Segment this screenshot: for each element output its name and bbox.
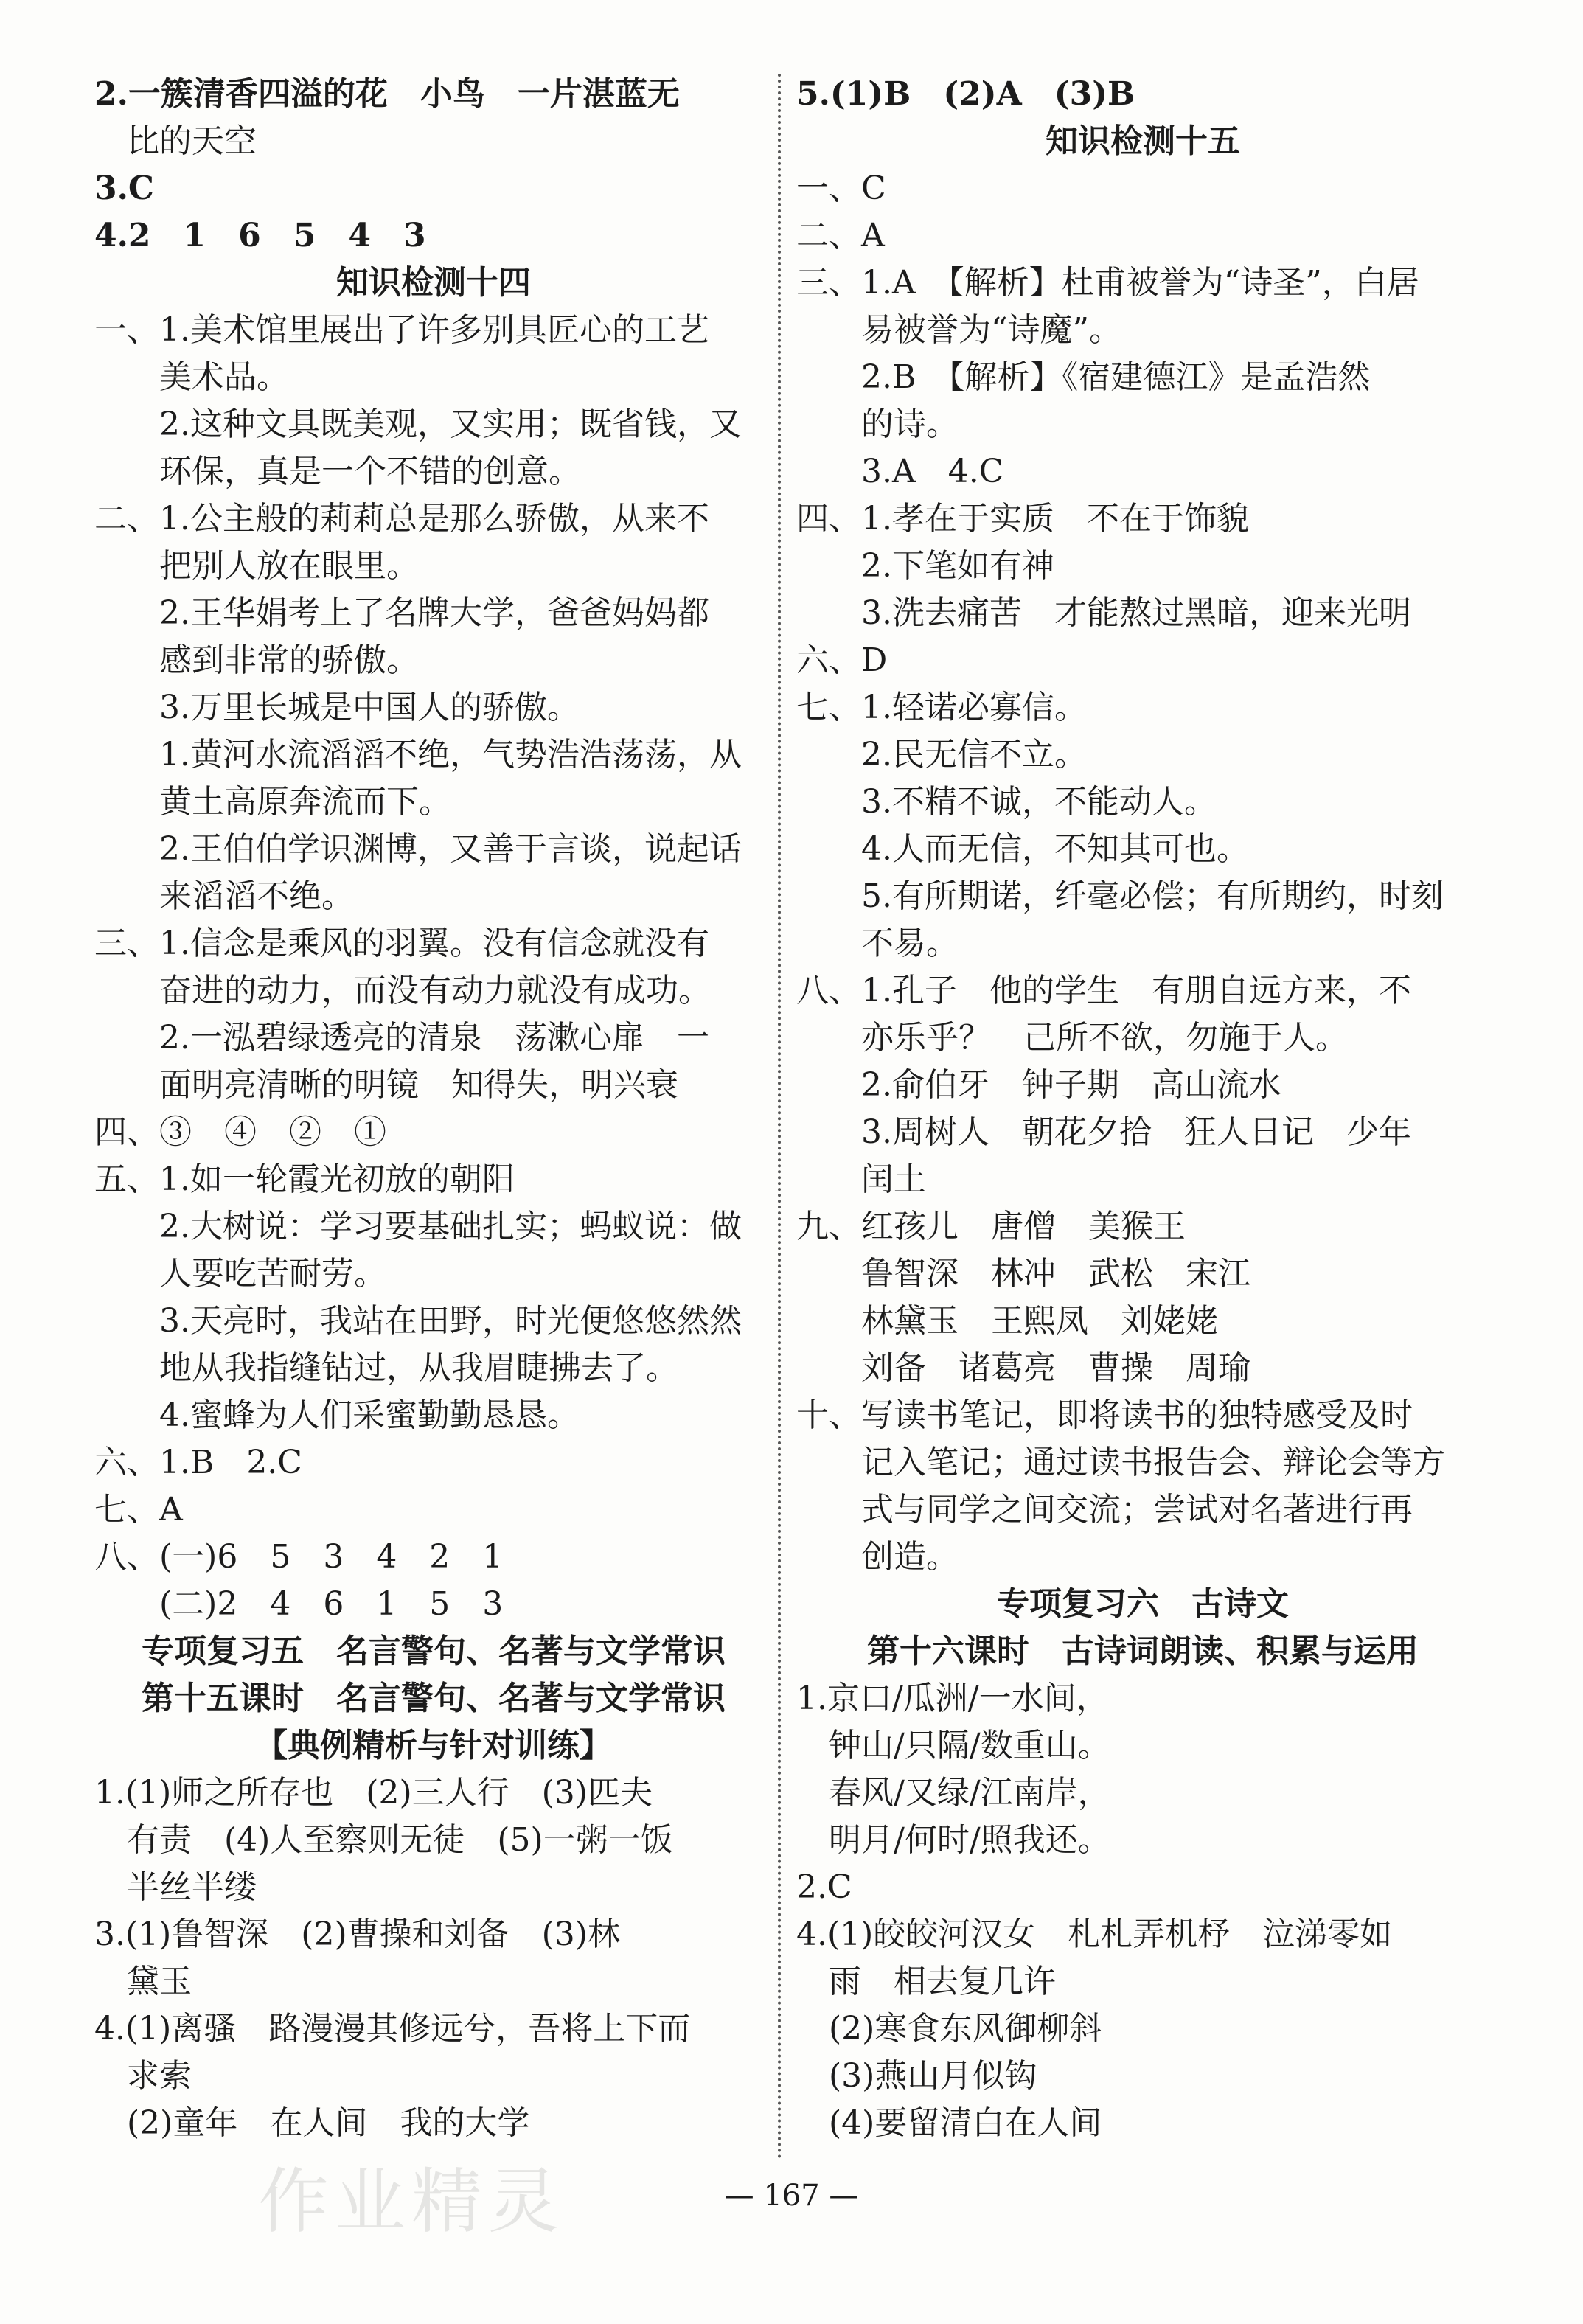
answer-line: 鲁智深 林冲 武松 宋江 [796, 1255, 1250, 1293]
answer-line: 2.一泓碧绿透亮的清泉 荡漱心扉 一 [94, 1019, 709, 1057]
answer-line: 3.周树人 朝花夕拾 狂人日记 少年 [796, 1113, 1411, 1151]
answer-line: 比的天空 [94, 122, 257, 160]
answer-line: 四、③ ④ ② ① [94, 1113, 386, 1151]
answer-line: 八、1.孔子 他的学生 有朋自远方来，不 [796, 972, 1411, 1009]
watermark: 作业精灵 [258, 2160, 565, 2243]
answer-line: 七、A [94, 1491, 183, 1528]
answer-line: 3.(1)鲁智深 (2)曹操和刘备 (3)林 [94, 1916, 620, 1953]
answer-line: 一、C [796, 170, 886, 207]
answer-line: 环保，真是一个不错的创意。 [94, 453, 581, 490]
answer-line: 一、1.美术馆里展出了许多别具匠心的工艺 [94, 311, 709, 349]
answer-line: 四、1.孝在于实质 不在于饰貌 [796, 500, 1249, 537]
answer-line: 2.俞伯牙 钟子期 高山流水 [796, 1066, 1281, 1104]
answer-line: 奋进的动力，而没有动力就没有成功。 [94, 972, 711, 1009]
answer-line: 创造。 [796, 1538, 959, 1576]
answer-line: 人要吃苦耐劳。 [94, 1255, 386, 1293]
answer-line: 2.一簇清香四溢的花 小鸟 一片湛蓝无 [94, 75, 680, 113]
answer-line: 闰土 [796, 1161, 926, 1198]
answer-line: 2.C [796, 1868, 852, 1906]
answer-line: 4.蜜蜂为人们采蜜勤勤恳恳。 [94, 1396, 580, 1434]
answer-line: 记入笔记；通过读书报告会、辩论会等方 [796, 1444, 1445, 1481]
answer-line: 刘备 诸葛亮 曹操 周瑜 [796, 1349, 1250, 1387]
answer-line: 林黛玉 王熙凤 刘姥姥 [796, 1302, 1218, 1340]
answer-line: 4.(1)离骚 路漫漫其修远兮，吾将上下而 [94, 2010, 691, 2048]
left-column [94, 71, 773, 2147]
answer-line: 易被誉为“诗魔”。 [796, 311, 1121, 349]
answer-line: 地从我指缝钻过，从我眉睫拂去了。 [94, 1349, 678, 1387]
answer-line: 3.不精不诚，不能动人。 [796, 783, 1217, 821]
answer-line: 来滔滔不绝。 [94, 877, 354, 915]
answer-line: 亦乐乎？ 己所不欲，勿施于人。 [796, 1019, 1348, 1057]
answer-line: 感到非常的骄傲。 [94, 641, 419, 679]
answer-line: 4.人而无信，不知其可也。 [796, 830, 1249, 868]
answer-line: 黄土高原奔流而下。 [94, 783, 451, 821]
column-divider [778, 74, 781, 2160]
answer-line: 把别人放在眼里。 [94, 547, 419, 585]
answer-line: 七、1.轻诺必寡信。 [796, 689, 1087, 726]
answer-line: 八、(一)6 5 3 4 2 1 [94, 1538, 504, 1576]
answer-line: 不易。 [796, 925, 959, 962]
answer-line: 5.(1)B (2)A (3)B [796, 75, 1135, 113]
section-heading: 专项复习五 名言警句、名著与文学常识 [142, 1632, 726, 1670]
answer-line: 求索 [94, 2057, 192, 2095]
answer-line: 三、1.A 【解析】杜甫被誉为“诗圣”，白居 [796, 264, 1419, 302]
section-heading: 【典例精析与针对训练】 [255, 1727, 612, 1764]
page-number: — 167 — [724, 2179, 859, 2213]
answer-line: 2.大树说：学习要基础扎实；蚂蚁说：做 [94, 1208, 742, 1245]
answer-line: 钟山/只隔/数重山。 [796, 1727, 1110, 1764]
section-heading: 第十五课时 名言警句、名著与文学常识 [142, 1680, 726, 1717]
answer-line: 3.天亮时，我站在田野，时光便悠悠然然 [94, 1302, 742, 1340]
answer-line: (4)要留清白在人间 [796, 2104, 1102, 2142]
right-column [796, 71, 1489, 2147]
answer-line: (2)童年 在人间 我的大学 [94, 2104, 530, 2142]
answer-line: 二、A [796, 217, 885, 254]
answer-line: 2.民无信不立。 [796, 736, 1087, 773]
answer-line: 2.B 【解析】《宿建德江》是孟浩然 [796, 358, 1371, 396]
answer-line: 九、红孩儿 唐僧 美猴王 [796, 1208, 1186, 1245]
answer-line: 3.洗去痛苦 才能熬过黑暗，迎来光明 [796, 594, 1411, 632]
answer-line: 3.A 4.C [796, 453, 1004, 490]
answer-line: 二、1.公主般的莉莉总是那么骄傲，从来不 [94, 500, 709, 537]
answer-line: 5.有所期诺，纤毫必偿；有所期约，时刻 [796, 877, 1444, 915]
answer-line: 春风/又绿/江南岸， [796, 1774, 1110, 1812]
answer-line: 五、1.如一轮霞光初放的朝阳 [94, 1161, 515, 1198]
answer-line: 1.黄河水流滔滔不绝，气势浩浩荡荡，从 [94, 736, 742, 773]
answer-line: 六、D [796, 641, 888, 679]
answer-line: 六、1.B 2.C [94, 1444, 302, 1481]
answer-line: (二)2 4 6 1 5 3 [94, 1585, 504, 1623]
answer-line: 1.(1)师之所存也 (2)三人行 (3)匹夫 [94, 1774, 653, 1812]
answer-line: 的诗。 [796, 406, 959, 443]
answer-line: 有责 (4)人至察则无徒 (5)一粥一饭 [94, 1821, 673, 1859]
answer-line: 半丝半缕 [94, 1868, 257, 1906]
answer-line: 式与同学之间交流；尝试对名著进行再 [796, 1491, 1413, 1528]
answer-line: 2.这种文具既美观，又实用；既省钱，又 [94, 406, 742, 443]
answer-line: 2.下笔如有神 [796, 547, 1054, 585]
section-heading: 专项复习六 古诗文 [997, 1585, 1289, 1623]
section-heading: 第十六课时 古诗词朗读、积累与运用 [867, 1632, 1419, 1670]
section-heading: 知识检测十四 [336, 264, 531, 302]
answer-line: 4.2 1 6 5 4 3 [94, 217, 426, 254]
answer-line: 雨 相去复几许 [796, 1963, 1056, 2000]
answer-line: 十、写读书笔记，即将读书的独特感受及时 [796, 1396, 1413, 1434]
answer-line: 明月/何时/照我还。 [796, 1821, 1110, 1859]
answer-line: 3.万里长城是中国人的骄傲。 [94, 689, 580, 726]
answer-line: 面明亮清晰的明镜 知得失，明兴衰 [94, 1066, 678, 1104]
answer-line: 美术品。 [94, 358, 289, 396]
answer-line: 2.王华娟考上了名牌大学，爸爸妈妈都 [94, 594, 709, 632]
answer-line: (2)寒食东风御柳斜 [796, 2010, 1102, 2048]
answer-line: 2.王伯伯学识渊博，又善于言谈，说起话 [94, 830, 742, 868]
answer-line: 三、1.信念是乘风的羽翼。没有信念就没有 [94, 925, 709, 962]
answer-line: (3)燕山月似钩 [796, 2057, 1037, 2095]
section-heading: 知识检测十五 [1046, 122, 1240, 160]
answer-line: 黛玉 [94, 1963, 192, 2000]
answer-line: 4.(1)皎皎河汉女 札札弄机杼 泣涕零如 [796, 1916, 1393, 1953]
answer-line: 1.京口/瓜洲/一水间， [796, 1680, 1109, 1717]
answer-line: 3.C [94, 170, 154, 207]
